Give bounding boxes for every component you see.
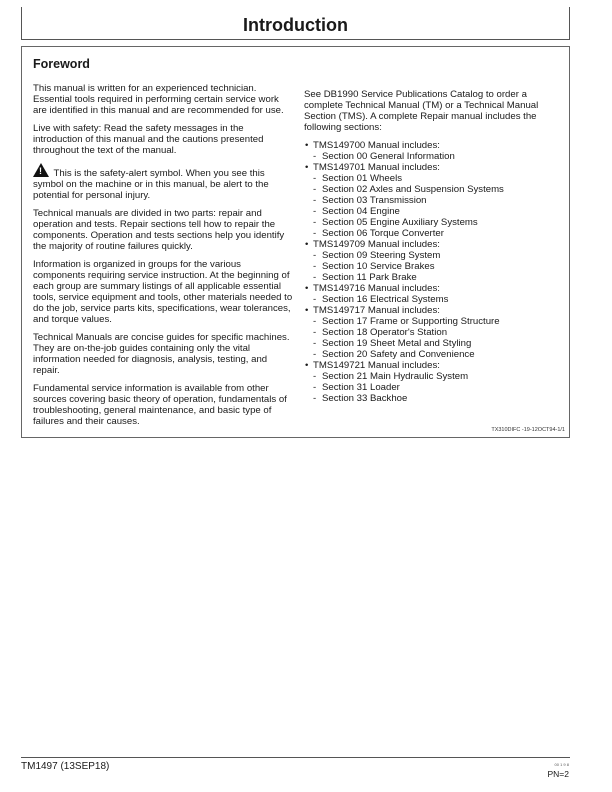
section-label: Section 02 Axles and Suspension Systems xyxy=(322,184,504,195)
section-item xyxy=(313,151,566,162)
manual-label: TMS149717 Manual includes: xyxy=(313,305,440,316)
manual-item xyxy=(304,140,566,162)
section-label: Section 21 Main Hydraulic System xyxy=(322,371,469,382)
paragraph: This manual is written for an experienced technician. Essential tools required in performing certain service work are identified in this manual and are recommended for use. xyxy=(33,83,284,116)
footer-code: 00 1 9 8 xyxy=(554,762,569,767)
paragraph: Live with safety: Read the safety messages in the introduction of this manual and the cautions presented throughout the text of the manual. xyxy=(33,123,264,156)
section-label: Section 17 Frame or Supporting Structure xyxy=(322,316,500,327)
section-item xyxy=(313,228,566,239)
document-id: TM1497 (13SEP18) xyxy=(21,761,110,772)
dash-marker: - xyxy=(313,151,317,162)
paragraph: Fundamental service information is available from other sources covering basic theory of operation, fundamentals of troubleshooting, general maintenance, and basic type of failures and their causes. xyxy=(33,383,287,427)
manual-item xyxy=(304,162,566,239)
right-column xyxy=(304,89,566,404)
section-item xyxy=(313,327,566,338)
dash-marker: - xyxy=(313,173,317,184)
section-label: Section 05 Engine Auxiliary Systems xyxy=(322,217,478,228)
footer-divider xyxy=(21,757,570,758)
section-label: Section 03 Transmission xyxy=(322,195,427,206)
section-label: Section 04 Engine xyxy=(322,206,400,217)
manual-label: TMS149701 Manual includes: xyxy=(313,162,440,173)
section-label: Section 31 Loader xyxy=(322,382,400,393)
dash-marker: - xyxy=(313,272,317,283)
section-item xyxy=(313,184,566,195)
section-label: Section 11 Park Brake xyxy=(322,272,417,283)
section-list xyxy=(313,316,566,360)
dash-marker: - xyxy=(313,217,317,228)
section-list xyxy=(313,371,566,404)
section-item xyxy=(313,382,566,393)
dash-marker: - xyxy=(313,206,317,217)
dash-marker: - xyxy=(313,228,317,239)
section-label: Section 10 Service Brakes xyxy=(322,261,435,272)
paragraph: Technical manuals are divided in two parts: repair and operation and tests. Repair sections tell how to repair the components. Operation and tests sections help you identify the majority of routine failures quickly. xyxy=(33,208,285,252)
manual-label: TMS149700 Manual includes: xyxy=(313,140,440,151)
dash-marker: - xyxy=(313,371,317,382)
safety-alert-paragraph xyxy=(33,163,295,201)
section-item xyxy=(313,195,566,206)
paragraph-text: This is the safety-alert symbol. When you see this symbol on the machine or in this manual, be alert to the potential for personal injury. xyxy=(33,168,269,201)
safety-alert-icon xyxy=(33,163,49,177)
dash-marker: - xyxy=(313,349,317,360)
manual-item xyxy=(304,283,566,305)
manual-item xyxy=(304,360,566,404)
dash-marker: - xyxy=(313,184,317,195)
section-item xyxy=(313,217,566,228)
section-item xyxy=(313,272,566,283)
section-item xyxy=(313,250,566,261)
section-list xyxy=(313,294,566,305)
page-number: PN=2 xyxy=(547,769,569,779)
page-title: Introduction xyxy=(243,15,348,35)
left-column xyxy=(33,83,295,434)
dash-marker: - xyxy=(313,327,317,338)
paragraph: Information is organized in groups for the various components requiring service instruction. At the beginning of each group are summary listings of all applicable essential tools, service equipment and tools, other materials needed to do the job, service parts kits, specifications, wear tolerances, and torque values. xyxy=(33,259,293,325)
section-heading: Foreword xyxy=(33,57,90,71)
section-list xyxy=(313,250,566,283)
dash-marker: - xyxy=(313,250,317,261)
section-item xyxy=(313,173,566,184)
section-item xyxy=(313,349,566,360)
section-list xyxy=(313,173,566,239)
manual-list xyxy=(304,140,566,404)
dash-marker: - xyxy=(313,294,317,305)
section-label: Section 20 Safety and Convenience xyxy=(322,349,475,360)
dash-marker: - xyxy=(313,261,317,272)
section-list xyxy=(313,151,566,162)
section-label: Section 19 Sheet Metal and Styling xyxy=(322,338,472,349)
section-label: Section 16 Electrical Systems xyxy=(322,294,449,305)
dash-marker: - xyxy=(313,382,317,393)
manual-label: TMS149721 Manual includes: xyxy=(313,360,440,371)
section-label: Section 18 Operator's Station xyxy=(322,327,448,338)
section-label: Section 00 General Information xyxy=(322,151,455,162)
dash-marker: - xyxy=(313,195,317,206)
paragraph: See DB1990 Service Publications Catalog to order a complete Technical Manual (TM) or a Technical Manual Section (TMS). A complete Repair manual includes the following sections: xyxy=(304,89,539,133)
section-item xyxy=(313,294,566,305)
section-item xyxy=(313,261,566,272)
dash-marker: - xyxy=(313,338,317,349)
manual-item xyxy=(304,305,566,360)
manual-label: TMS149709 Manual includes: xyxy=(313,239,440,250)
reference-code: TX310DIFC -19-12OCT94-1/1 xyxy=(491,427,565,433)
section-item xyxy=(313,338,566,349)
dash-marker: - xyxy=(313,393,317,404)
manual-label: TMS149716 Manual includes: xyxy=(313,283,440,294)
section-label: Section 33 Backhoe xyxy=(322,393,408,404)
section-item xyxy=(313,316,566,327)
section-label: Section 09 Steering System xyxy=(322,250,441,261)
page-title-box xyxy=(21,7,570,40)
foreword-section xyxy=(21,46,570,438)
manual-item xyxy=(304,239,566,283)
section-label: Section 06 Torque Converter xyxy=(322,228,444,239)
paragraph: Technical Manuals are concise guides for specific machines. They are on-the-job guides containing only the vital information needed for diagnosis, analysis, testing, and repair. xyxy=(33,332,290,376)
dash-marker: - xyxy=(313,316,317,327)
section-label: Section 01 Wheels xyxy=(322,173,402,184)
section-item xyxy=(313,206,566,217)
section-item xyxy=(313,393,566,404)
section-item xyxy=(313,371,566,382)
